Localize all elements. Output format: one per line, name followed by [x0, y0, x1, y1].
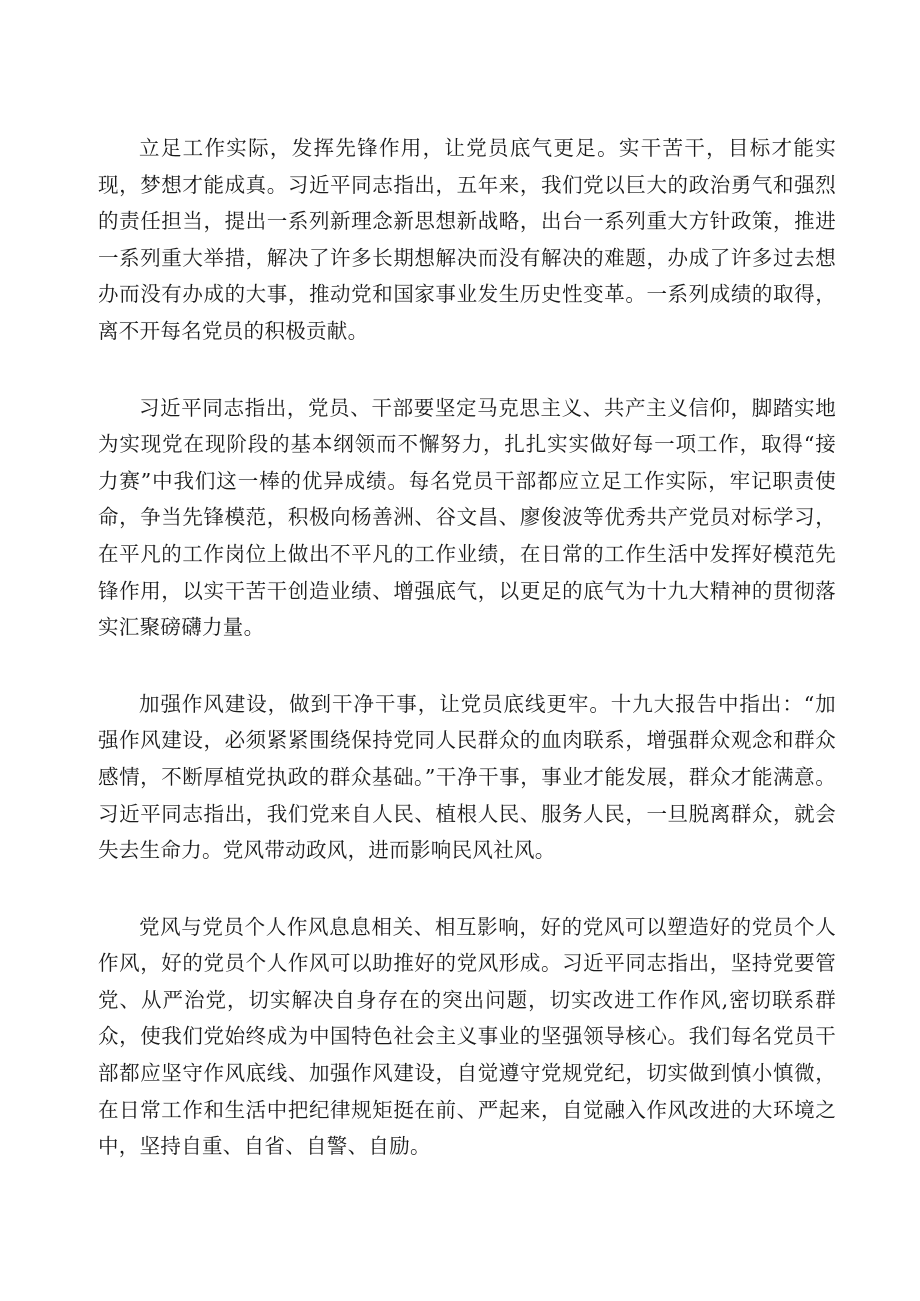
paragraph-2: 习近平同志指出，党员、干部要坚定马克思主义、共产主义信仰，脚踏实地为实现党在现阶段的基本纲领而不懈努力，扎扎实实做好每一项工作，取得“接力赛”中我们这一棒的优异成绩。每名党员干部都应立足工作实际，牢记职责使命，争当先锋模范，积极向杨善洲、谷文昌、廖俊波等优秀共产党员对标学习，在平凡的工作岗位上做出不平凡的工作业绩，在日常的工作生活中发挥好模范先锋作用，以实干苦干创造业绩、增强底气，以更足的底气为十九大精神的贯彻落实汇聚磅礴力量。: [98, 395, 836, 640]
paragraph-4: 党风与党员个人作风息息相关、相互影响，好的党风可以塑造好的党员个人作风，好的党员个人作风可以助推好的党风形成。习近平同志指出，坚持党要管党、从严治党，切实解决自身存在的突出问题，切实改进工作作风,密切联系群众，使我们党始终成为中国特色社会主义事业的坚强领导核心。我们每名党员干部都应坚守作风底线、加强作风建设，自觉遵守党规党纪，切实做到慎小慎微，在日常工作和生活中把纪律规矩挺在前、严起来，自觉融入作风改进的大环境之中，坚持自重、自省、自警、自励。: [98, 914, 836, 1159]
document-body: [98, 130, 836, 1205]
paragraph-3: 加强作风建设，做到干净干事，让党员底线更牢。十九大报告中指出：“加强作风建设，必须紧紧围绕保持党同人民群众的血肉联系，增强群众观念和群众感情，不断厚植党执政的群众基础。”干净干事，事业才能发展，群众才能满意。习近平同志指出，我们党来自人民、植根人民、服务人民，一旦脱离群众，就会失去生命力。党风带动政风，进而影响民风社风。: [98, 691, 836, 863]
paragraph-1: 立足工作实际，发挥先锋作用，让党员底气更足。实干苦干，目标才能实现，梦想才能成真。习近平同志指出，五年来，我们党以巨大的政治勇气和强烈的责任担当，提出一系列新理念新思想新战略，出台一系列重大方针政策，推进一系列重大举措，解决了许多长期想解决而没有解决的难题，办成了许多过去想办而没有办成的大事，推动党和国家事业发生历史性变革。一系列成绩的取得，离不开每名党员的积极贡献。: [98, 136, 836, 343]
